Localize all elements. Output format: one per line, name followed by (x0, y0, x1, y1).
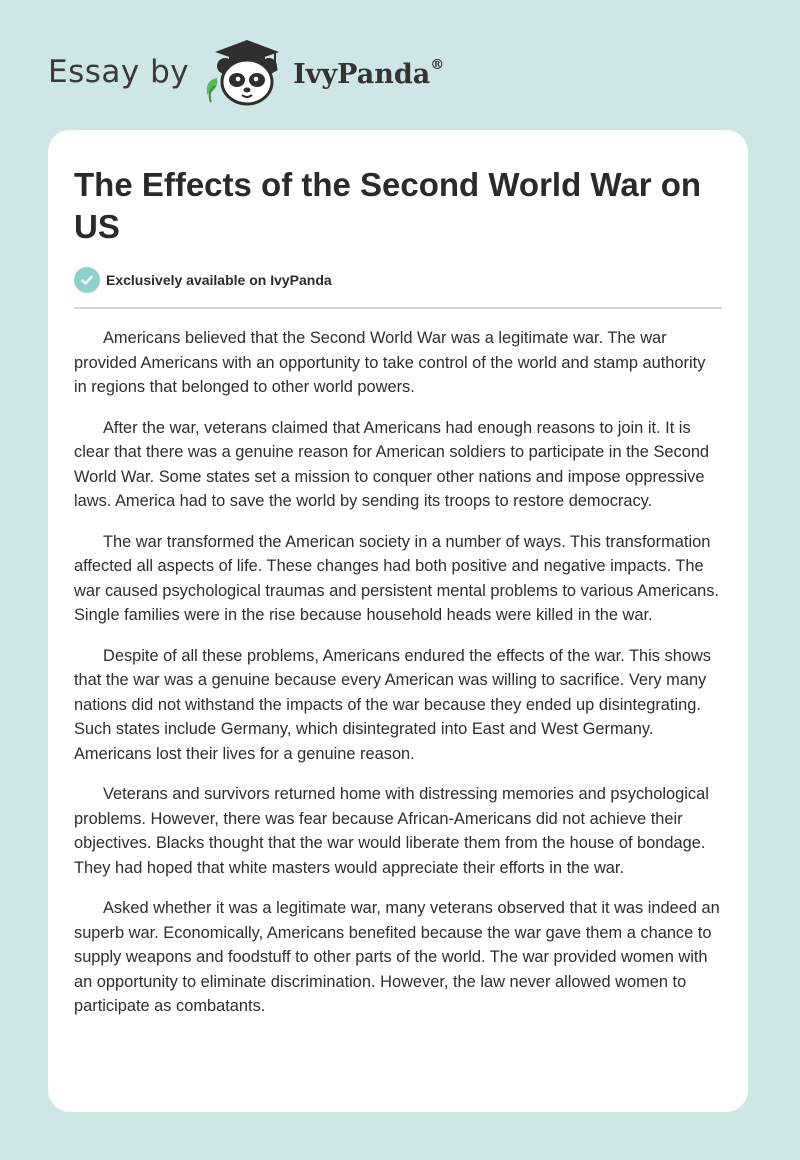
site-header (48, 36, 444, 108)
paragraph: Asked whether it was a legitimate war, many veterans observed that it was indeed an superb war. Economically, Americans benefited because the war gave them a chance to supply weapons and foodstuff to other parts of the world. The war provided women with an opportunity to eliminate discrimination. However, the law never allowed women to participate as combatants. (74, 899, 720, 1015)
paragraph: Americans believed that the Second World War was a legitimate war. The war provided Americans with an opportunity to take control of the world and stamp authority in regions that belonged to other world powers. (74, 329, 706, 396)
essay-body (74, 326, 722, 1019)
paragraph: The war transformed the American society in a number of ways. This transformation affected all aspects of life. These changes had both positive and negative impacts. The war caused psychological traumas and persistent mental problems to various Americans. Single families were in the rise because household heads were killed in the war. (74, 532, 720, 624)
paragraph: Despite of all these problems, Americans endured the effects of the war. This shows that the war was a genuine because every American was willing to sacrifice. Very many nations did not withstand the impacts of the war because they ended up disintegrating. Such states include Germany, which disintegrated into East and West Germany. Americans lost their lives for a genuine reason. (74, 646, 711, 763)
registered-mark: ® (430, 56, 445, 73)
essay-by-label: Essay by (48, 54, 190, 90)
brand-name[interactable] (293, 56, 445, 90)
exclusive-badge-label: Exclusively available on IvyPanda (106, 272, 332, 288)
paragraph: After the war, veterans claimed that Americans had enough reasons to join it. It is clear that there was a genuine reason for American soldiers to participate in the Second World War. Some states set a mission to conquer other nations and impose oppressive laws. America had to save the world by sending its troops to restore democracy. (74, 418, 710, 510)
brand-label: IvyPanda (293, 58, 431, 90)
paragraph: Veterans and survivors returned home with distressing memories and psychological problems. However, there was fear because African-Americans did not achieve their objectives. Blacks thought that the war would liberate them from the house of bondage. They had hoped that white masters would appreciate their efforts in the war. (74, 785, 709, 877)
panda-logo-icon (201, 36, 291, 108)
exclusive-badge (74, 267, 722, 309)
essay-card (48, 130, 748, 1112)
essay-title: The Effects of the Second World War on US (74, 166, 702, 245)
check-circle-icon (74, 267, 100, 293)
